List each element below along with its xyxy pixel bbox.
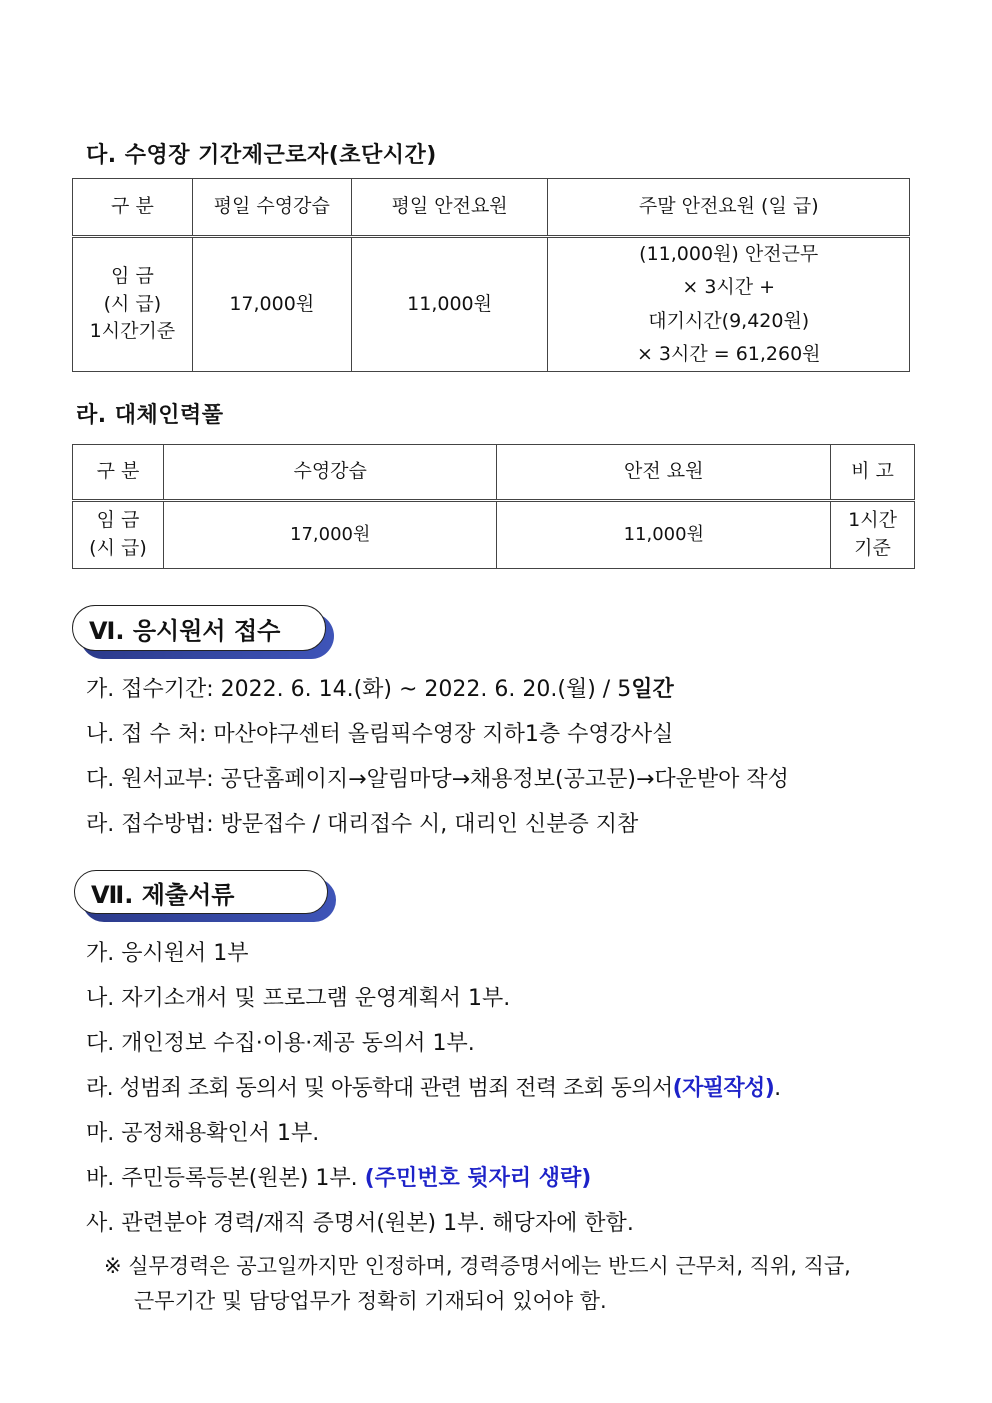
table-header: 비 고	[831, 445, 915, 501]
footnote-line: ※ 실무경력은 공고일까지만 인정하며, 경력증명서에는 반드시 근무처, 직위, 직급,	[104, 1254, 851, 1278]
list-item: 다. 개인정보 수집·이용·제공 동의서 1부.	[86, 1031, 475, 1056]
section-da-table	[72, 178, 910, 372]
weekday-lesson-wage: 17,000원	[192, 237, 351, 372]
list-item: 마. 공정채용확인서 1부.	[86, 1121, 320, 1146]
table-header: 평일 안전요원	[351, 179, 548, 237]
section7-title: Ⅶ. 제출서류	[74, 870, 328, 914]
list-item: 나. 접 수 처: 마산야구센터 올림픽수영장 지하1층 수영강사실	[86, 722, 674, 747]
weekday-safety-wage: 11,000원	[351, 237, 548, 372]
table-header: 구 분	[73, 445, 164, 501]
table-header: 평일 수영강습	[192, 179, 351, 237]
list-item: 가. 응시원서 1부	[86, 941, 249, 966]
section-da-title: 다. 수영장 기간제근로자(초단시간)	[86, 143, 437, 168]
table-header: 안전 요원	[497, 445, 831, 501]
table-header: 주말 안전요원 (일 급)	[548, 179, 910, 237]
list-item: 가. 접수기간: 2022. 6. 14.(화) ~ 2022. 6. 20.(월) / 5일간	[86, 677, 674, 702]
section6-title: Ⅵ. 응시원서 접수	[72, 605, 326, 651]
lesson-wage: 17,000원	[163, 501, 497, 569]
row-label: 임 금 (시 급)	[73, 501, 164, 569]
row-label: 임 금 (시 급) 1시간기준	[73, 237, 193, 372]
section-ra-table	[72, 444, 915, 569]
safety-wage: 11,000원	[497, 501, 831, 569]
id-omit-note: (주민번호 뒷자리 생략)	[364, 1166, 592, 1191]
list-item: 나. 자기소개서 및 프로그램 운영계획서 1부.	[86, 986, 511, 1011]
section-ra-title: 라. 대체인력풀	[76, 403, 224, 428]
footnote-line: 근무기간 및 담당업무가 정확히 기재되어 있어야 함.	[134, 1289, 607, 1313]
list-item: 라. 성범죄 조회 동의서 및 아동학대 관련 범죄 전력 조회 동의서(자필작성).	[86, 1076, 781, 1101]
list-item: 라. 접수방법: 방문접수 / 대리접수 시, 대리인 신분증 지참	[86, 812, 639, 837]
weekend-safety-wage: (11,000원) 안전근무 × 3시간 + 대기시간(9,420원) × 3시간 = 61,260원	[548, 237, 910, 372]
table-header: 수영강습	[163, 445, 497, 501]
handwritten-note: (자필작성)	[672, 1076, 775, 1101]
table-header: 구 분	[73, 179, 193, 237]
list-item: 다. 원서교부: 공단홈페이지→알림마당→채용정보(공고문)→다운받아 작성	[86, 767, 789, 792]
list-item: 바. 주민등록등본(원본) 1부. (주민번호 뒷자리 생략)	[86, 1166, 592, 1191]
list-item: 사. 관련분야 경력/재직 증명서(원본) 1부. 해당자에 한함.	[86, 1211, 634, 1236]
note-cell: 1시간 기준	[831, 501, 915, 569]
